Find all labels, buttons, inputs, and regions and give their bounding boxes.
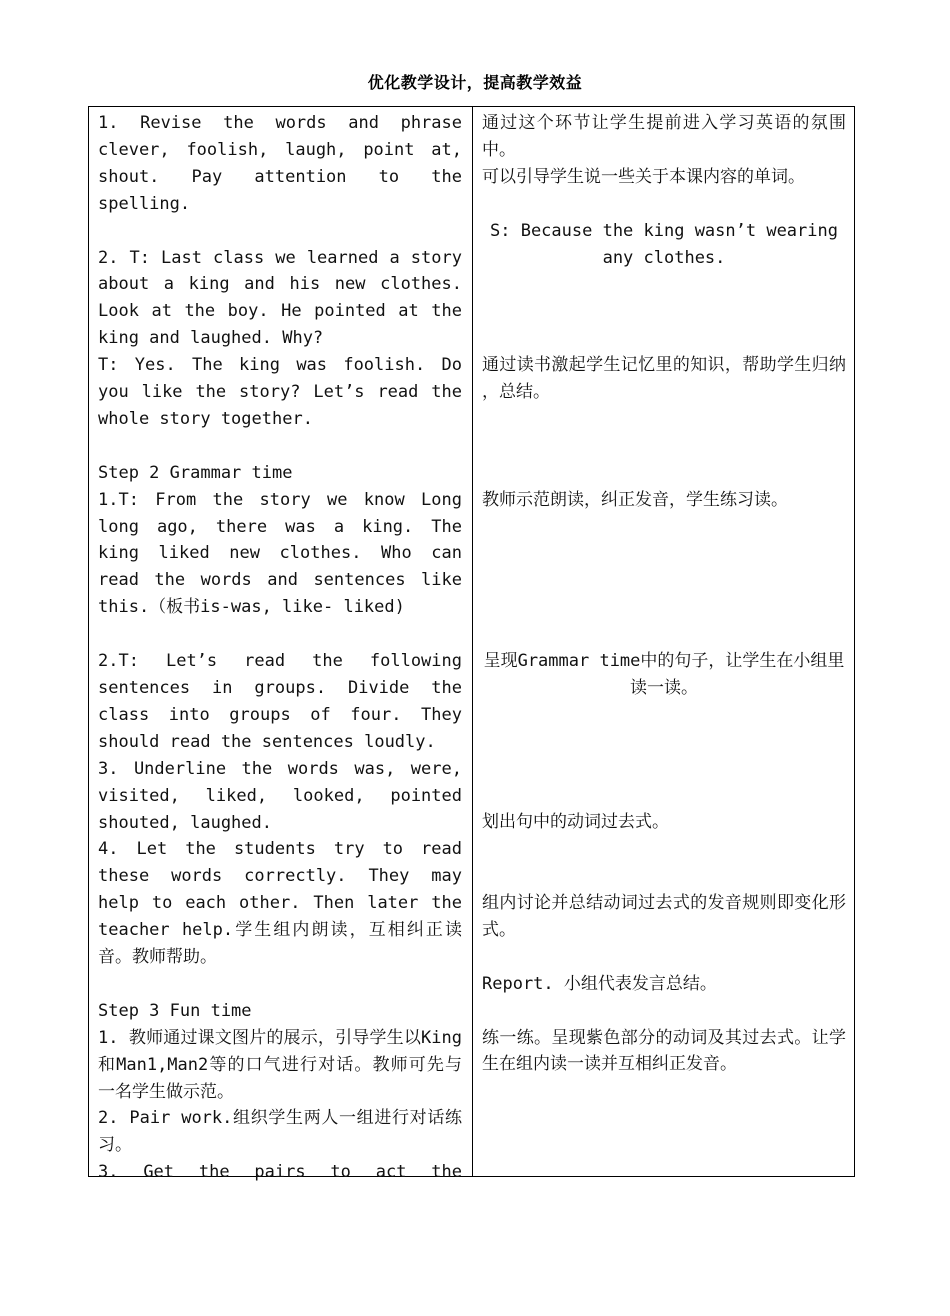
note-read-book: 通过读书激起学生记忆里的知识，帮助学生归纳 ，总结。 xyxy=(482,355,846,402)
step-3-item-1: 1. 教师通过课文图片的展示，引导学生以King 和Man1,Man2等的口气进行对话。教师可先与一名学生做示范。 xyxy=(98,1027,462,1102)
note-student-answer: S: Because the king wasn’t wearing any clothes. xyxy=(490,220,838,268)
step-3-title: Step 3 Fun time xyxy=(98,1000,252,1021)
step-2-item-4: 4. Let the students try to read these words correctly. They may help to each other. Then later the teacher help.学生组内朗读，互相纠正读音。教师帮助。 xyxy=(98,839,462,968)
step-3-item-2: 2. Pair work.组织学生两人一组进行对话练习。 xyxy=(98,1108,462,1156)
step-3-item-3: 3. Get the pairs to act the xyxy=(98,1162,462,1183)
note-report: Report. 小组代表发言总结。 xyxy=(482,973,717,994)
note-practice: 练一练。呈现紫色部分的动词及其过去式。让学生在组内读一读并互相纠正发音。 xyxy=(482,1027,846,1075)
page-header: 优化教学设计，提高教学效益 xyxy=(367,73,583,92)
notes-column xyxy=(482,110,846,1078)
step-1-revise: 1. Revise the words and phrase clever, foolish, laugh, point at, shout. Pay attention to the spelling. xyxy=(98,113,462,214)
note-grammar-time: 呈现Grammar time中的句子，让学生在小组里读一读。 xyxy=(483,650,845,698)
column-divider xyxy=(472,107,473,1176)
note-group-discuss: 组内讨论并总结动词过去式的发音规则即变化形式。 xyxy=(482,893,846,940)
procedure-column xyxy=(98,110,462,1186)
lesson-table xyxy=(88,106,855,1183)
step-2-title: Step 2 Grammar time xyxy=(98,462,293,483)
note-teacher-model: 教师示范朗读，纠正发音，学生练习读。 xyxy=(482,489,788,510)
step-2-item-1: 1.T: From the story we know Long long ago, there was a king. The king liked new clothes. Who can read the words and sentences like this.（板书is-was, like- liked) xyxy=(98,489,462,618)
step-1-story-intro: 2. T: Last class we learned a story about a king and his new clothes. Look at the boy. He pointed at the king and laughed. Why? xyxy=(98,247,462,349)
note-underline: 划出句中的动词过去式。 xyxy=(482,812,669,833)
note-warmup: 通过这个环节让学生提前进入学习英语的氛围中。 xyxy=(482,113,846,160)
step-2-item-2: 2.T: Let’s read the following sentences in groups. Divide the class into groups of four. They should read the sentences loudly. xyxy=(98,651,462,752)
step-2-item-3: 3. Underline the words was, were, visited, liked, looked, pointed shouted, laughed. xyxy=(98,758,462,833)
note-words: 可以引导学生说一些关于本课内容的单词。 xyxy=(482,166,805,187)
step-1-read-story: T: Yes. The king was foolish. Do you like the story? Let’s read the whole story together. xyxy=(98,355,462,429)
